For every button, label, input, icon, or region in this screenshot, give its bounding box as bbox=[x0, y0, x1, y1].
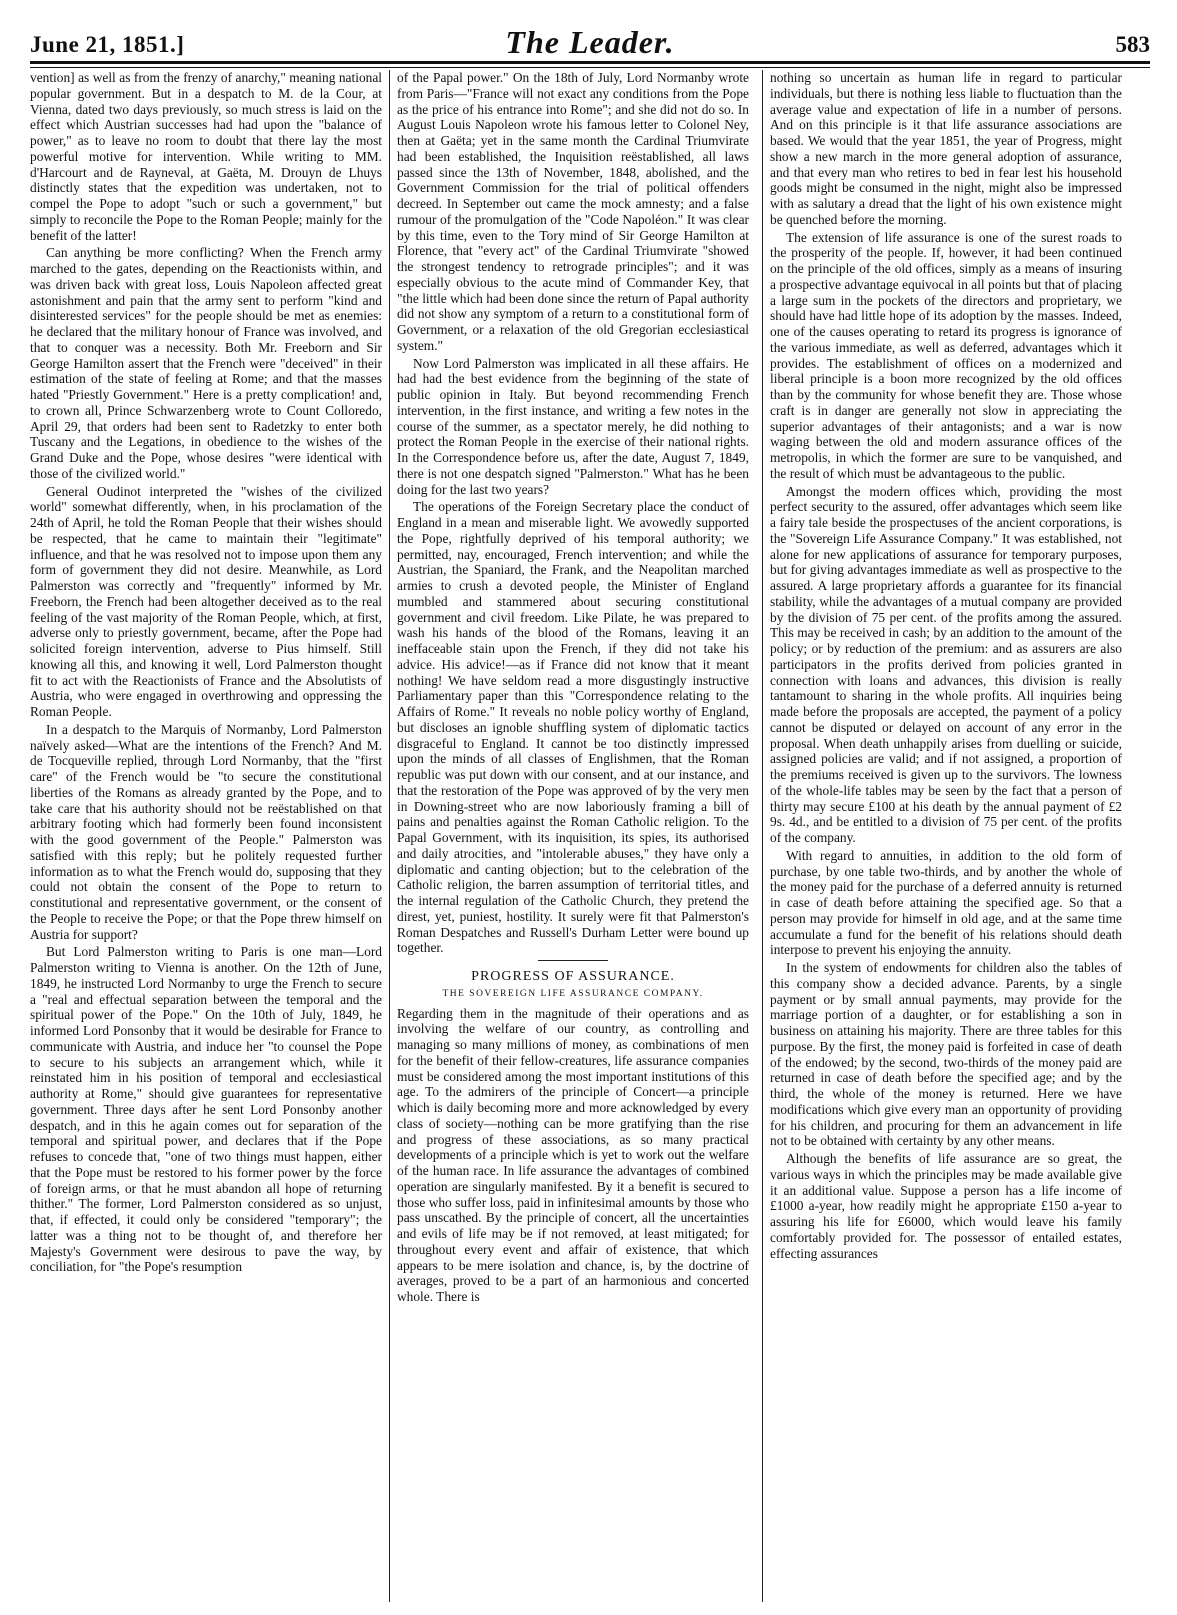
column-divider bbox=[389, 70, 390, 1602]
section-subtitle: THE SOVEREIGN LIFE ASSURANCE COMPANY. bbox=[442, 988, 704, 999]
paragraph: But Lord Palmerston writing to Paris is one man—Lord Palmerston writing to Vienna is another. On the 12th of June, 1849, he instructed Lord Normanby to urge the French to secure a "real and effectual separation between the temporal and the spiritual power of the Pope." On the 10th of July, 1849, he informed Lord Ponsonby that it would be desirable for France to communicate with Austria, and induce her "to counsel the Pope to secure to his subjects an arrangement which, while it reinstated him in his position of temporal and ecclesiastical authority at Rome," should give guarantees for representative government. Three days after he sent Lord Ponsonby another despatch, and in this he again comes out for separation of the temporal and spiritual power, and declares that if the Pope refuses to concede that, "one of two things must happen, either that the Pope must be restored to his former power by the force of foreign arms, or that he must abandon all hope of returning thither." The former, Lord Palmerston considered as so unjust, that, if effected, it could only be considered "temporary"; the latter was a thing not to be thought of, and therefore her Majesty's Government were desirous to pave the way, by conciliation, for "the Pope's resumption bbox=[30, 944, 382, 1275]
paragraph: vention] as well as from the frenzy of anarchy," meaning national popular government. But in a despatch to M. de la Cour, at Vienna, dated two days previously, so much stress is laid on the effect which Austrian successes had had upon the "balance of power," as to leave no room to doubt that there lay the most powerful motive for intervention. While writing to MM. d'Harcourt and de Rayneval, at Gaëta, M. Drouyn de Lhuys distinctly states that the expedition was undertaken, not to compel the Pope to adopt "such or such a government," but simply to reconcile the Pope to the Roman People; mainly for the benefit of the latter! bbox=[30, 70, 382, 243]
page-number: 583 bbox=[1115, 32, 1150, 57]
paragraph: The extension of life assurance is one of the surest roads to the prosperity of the people. If, however, it had been continued on the principle of the old offices, simply as a means of insuring a prospective advantage equivocal in all points but that of placing a large sum in the pockets of the directors and proprietary, we should have had little hope of its adoption by the masses. Indeed, one of the causes operating to retard its progress is ignorance of the various immediate, as well as deferred, advantages which it provides. The establishment of offices on a modernized and liberal principle is a boon more recognized by the old offices than by the community for whose benefit they are. Those whose craft is in danger are generally not slow in appreciating the superior advantages of their antagonists; and a war is now waging between the old and modern assurance offices of the metropolis, in which the former are sure to be vanquished, and the result of which must be advantageous to the public. bbox=[770, 229, 1122, 481]
column-1 bbox=[30, 70, 382, 1602]
paragraph: Can anything be more conflicting? When the French army marched to the gates, depending on the Reactionists within, and was driven back with great loss, Louis Napoleon affected great astonishment and pain that the army sent to perform "kind and disinterested services" for the people should be met as enemies: he declared that the military honour of France was involved, and that to conquer was a necessity. Both Mr. Freeborn and Sir George Hamilton assert that the French were "deceived" in their estimation of the state of feeling at Rome; and that the masses hated "Priestly Government." Here is a pretty complication! and, to crown all, Prince Schwarzenberg wrote to Count Colloredo, April 29, that orders had been sent to Radetzky to enter both Tuscany and the Legations, in obedience to the wishes of the Grand Duke and the Pope, whose desires "were identical with those of the civilized world." bbox=[30, 245, 382, 481]
paragraph: of the Papal power." On the 18th of July, Lord Normanby wrote from Paris—"France will not exact any conditions from the Pope as the price of his entrance into Rome"; and she did not do so. In August Louis Napoleon wrote his famous letter to Colonel Ney, then at Gaëta; yet in the same month the Cardinal Triumvirate had been established, the Inquisition reëstablished, all laws passed since the 13th of November, 1848, abolished, and the Government Commission for the trial of political offenders decreed. In September out came the mock amnesty; and a false rumour of the promulgation of the "Code Napoléon." It was clear by this time, even to the Tory mind of Sir George Hamilton at Florence, that "every act" of the Cardinal Triumvirate "showed the strongest tendency to retrograde principles"; and it was especially obvious to the acute mind of Commander Key, that "the little which had been done since the return of Papal authority did not show any symptom of a return to a constitutional form of Government, or a relaxation of the old Gregorian ecclesiastical system." bbox=[397, 70, 749, 353]
paragraph: In the system of endowments for children also the tables of this company show a decided advance. Parents, by a single payment or by small annual payments, may provide for the marriage portion of a daughter, or for establishing a son in business on attaining his majority. There are three tables for this purpose. By the first, the money paid is forfeited in case of death of the endowed; by the second, two-thirds of the money paid are returned in case of death before the specified age; and by the third, the whole of the money is returned. Here we have modifications which give every man an opportunity of providing for his children, and procuring for them an advancement in life not to be obtained with certainty by any other means. bbox=[770, 960, 1122, 1149]
column-3 bbox=[770, 70, 1122, 1602]
paragraph: nothing so uncertain as human life in regard to particular individuals, but there is nothing less liable to fluctuation than the average value and expectation of life in a number of persons. And on this principle is it that life assurance associations are based. We would that the year 1851, the year of Progress, might show a new march in the more general adoption of assurance, and that every man who retires to bed in fear lest his household goods might be consumed in the night, might also be impressed with as salutary a dread that the light of his own existence might be quenched before the morning. bbox=[770, 70, 1122, 227]
section-divider bbox=[538, 960, 608, 961]
paragraph: With regard to annuities, in addition to the old form of purchase, by one table two-thirds, and by another the whole of the money paid for the purchase of a deferred annuity is returned in case of death before attaining the specified age. So that a person may provide for himself in old age, and at the same time accumulate a fund for the benefit of his relations should death interpose to prevent his enjoying the annuity. bbox=[770, 847, 1122, 958]
paragraph: In a despatch to the Marquis of Normanby, Lord Palmerston naïvely asked—What are the intentions of the French? And M. de Tocqueville replied, through Lord Normanby, that the "first care" of the French would be "to secure the constitutional liberties of the Romans as already granted by the Pope, and to take care that his authority should not be reëstablished on that arbitrary footing which had formerly been found inconsistent with the good government of the People." Palmerston was satisfied with this reply; but he politely requested further information as to what the French would do, supposing that they could not obtain the consent of the Pope to return to constitutional and representative government, or the consent of the People to receive the Pope; or that the Pope threw himself on Austria for support? bbox=[30, 721, 382, 942]
paragraph: Regarding them in the magnitude of their operations and as involving the welfare of our country, as controlling and managing so many millions of money, as combinations of men for the benefit of their fellow-creatures, life assurance companies must be considered among the most important institutions of this age. To the admirers of the principle of Concert—a principle which is daily becoming more and more acknowledged by every class of society—nothing can be more gratifying than the rise and progress of these associations, as so many practical developments of a principle which is yet to work out the welfare of the human race. In life assurance the advantages of combined operation are singularly manifested. By it a benefit is secured to those who suffer loss, paid in infinitesimal amounts by those who pass unscathed. By the principle of concert, all the uncertainties and evils of life may be if not removed, at least mitigated; for throughout every event and affair of existence, that which appears to be mere isolation and chance, is, by the doctrine of averages, proved to be a part of an harmonious and concerted whole. There is bbox=[397, 1005, 749, 1304]
paragraph: Amongst the modern offices which, providing the most perfect security to the assured, offer advantages which seem like a fairy tale beside the prospectuses of the ancient corporations, is the "Sovereign Life Assurance Company." It was established, not alone for new applications of assurance for temporary purposes, but for giving advantages immediate as well as prospective to the assured. A large proprietary affords a guarantee for its financial stability, while the advantages of a mutual company are provided by the division of 75 per cent. of the profits among the assured. This may be received in cash; by an addition to the amount of the policy; or by reduction of the premium: and as assurers are also participators in the profits derived from policies granted in connection with loans and advances, this division is really tantamount to sharing in the whole profits. All inquiries being made before the proposals are accepted, the payment of a policy cannot be disputed or delayed on account of any error in the proposal. When death unhappily arises from duelling or suicide, assigned policies are valid; and if not assigned, a proportion of the premiums received is given up to the survivors. The lowness of the whole-life tables may be seen by the fact that a person of thirty may secure £100 at his death by the annual payment of £2 9s. 4d., and be entitled to a division of 75 per cent. of the profits of the company. bbox=[770, 483, 1122, 845]
paragraph: The operations of the Foreign Secretary place the conduct of England in a mean and miserable light. We avowedly supported the Pope, rightfully deprived of his temporal authority; we permitted, nay, encouraged, French intervention; and while the Austrian, the Spaniard, the Frank, and the Neapolitan marched armies to crush a devoted people, the Minister of England mumbled and stammered about securing constitutional government and civil freedom. Like Pilate, he was prepared to wash his hands of the blood of the Romans, leaving it an ineffaceable stain upon the French, if they did not take his advice. His advice!—as if France did not know that it meant nothing! We have seldom read a more disgustingly instructive Parliamentary paper than this "Correspondence relating to the Affairs of Rome." It reveals no noble policy worthy of England, but discloses an ignoble shuffling system of diplomatic tactics disgraceful to England. It cannot be too distinctly impressed upon the minds of all classes of Englishmen, that the Roman republic was put down with our consent, and at our instance, and that the restoration of the Pope was approved of by the very men in Downing-street who are now laboriously framing a bill of pains and penalties against the Roman Catholic religion. To the Papal Government, with its inquisition, its spies, its authorised and daily atrocities, and "intolerable abuses," they have only a diplomatic and canting objection; but to the celebration of the Catholic religion, the barren assumption of territorial titles, and the internal regulation of the Catholic Church, they pretend the direst, yet, puniest, hostility. It surely were fit that Palmerston's Roman Despatches and Russell's Durham Letter were bound up together. bbox=[397, 499, 749, 956]
masthead-title: The Leader. bbox=[505, 24, 675, 60]
issue-date: June 21, 1851.] bbox=[30, 32, 185, 57]
header-rule bbox=[30, 61, 1150, 68]
paragraph: General Oudinot interpreted the "wishes of the civilized world" somewhat differently, when, in his proclamation of the 24th of April, he told the Roman People that their wishes should be respected, that he came to maintain their "legitimate" influence, and that he was resolved not to impose upon them any form of government they did not desire. Meanwhile, as Lord Palmerston was correctly and "frequently" informed by Mr. Freeborn, the French had been altogether deceived as to the real feeling of the vast majority of the Roman People, which, at first, adverse only to priestly government, became, after the Pope had solicited foreign intervention, adverse to Pius himself. Still knowing all this, and knowing it well, Lord Palmerston thought fit to act with the Reactionists of France and the Absolutists of Austria, who were engaged in overthrowing and oppressing the Roman People. bbox=[30, 483, 382, 719]
column-divider bbox=[762, 70, 763, 1602]
paragraph: Although the benefits of life assurance are so great, the various ways in which the principles may be made available give it an additional value. Suppose a person has a life income of £1000 a-year, how readily might he appropriate £150 a-year to assuring his life for £6000, which would leave his family comfortably provided for. The possessor of entailed estates, effecting assurances bbox=[770, 1151, 1122, 1261]
section-title: PROGRESS OF ASSURANCE. bbox=[471, 969, 675, 984]
paragraph: Now Lord Palmerston was implicated in all these affairs. He had had the best evidence from the beginning of the state of public opinion in Italy. But beyond recommending French intervention, in the first instance, and writing a few notes in the course of the summer, as a spectator merely, he did nothing to protect the Roman People in the exercise of their national rights. In the Correspondence before us, after the date, August 7, 1849, there is not one despatch signed "Palmerston." What has he been doing for the last two years? bbox=[397, 355, 749, 497]
column-2 bbox=[397, 70, 749, 1602]
